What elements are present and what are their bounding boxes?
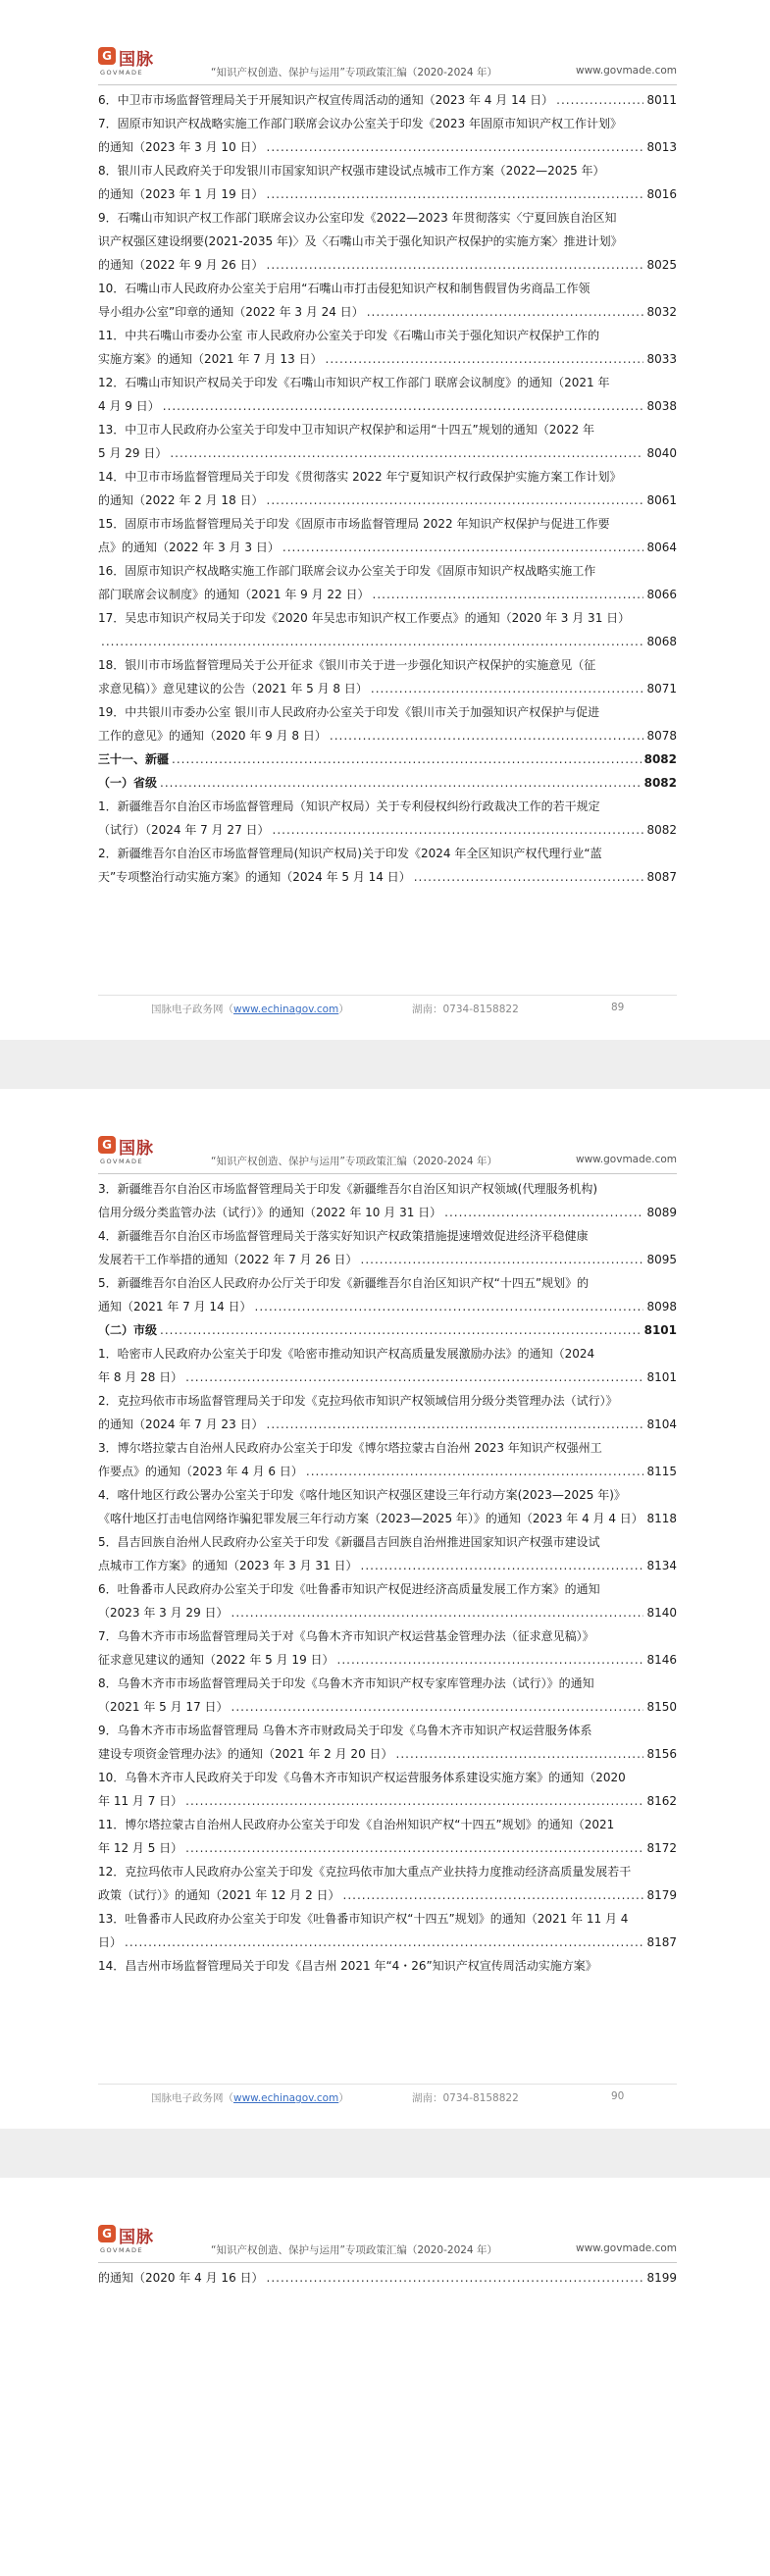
page-footer [98,2084,677,2108]
footer-phone: 湖南：0734-8158822 [412,1004,519,1015]
toc-list [98,88,677,889]
entry-title-tail: 点》的通知（2022 年 3 月 3 日） [98,541,280,554]
entry-last-line [98,1295,677,1318]
entry-title-tail: 年 11 月 7 日） [98,1794,183,1808]
entry-title-line: 5．新疆维吾尔自治区人民政府办公厅关于印发《新疆维吾尔自治区知识产权“十四五”规划》的 [98,1276,590,1290]
leader-dots [282,536,644,559]
entry-title-tail: 建设专项资金管理办法》的通知（2021 年 2 月 20 日） [98,1747,393,1761]
entry-title-line: 13．中卫市人民政府办公室关于印发中卫市知识产权保护和运用“十四五”规划的通知（2022 年 [98,423,595,437]
page-header [98,1132,677,1174]
document-page [0,1089,770,2129]
entry-page: 8068 [646,635,677,648]
toc-entry[interactable] [98,842,677,889]
entry-title-tail: 征求意见建议的通知（2022 年 5 月 19 日） [98,1653,334,1667]
entry-title-tail: 点城市工作方案》的通知（2023 年 3 月 31 日） [98,1559,358,1572]
entry-title-line: 7．乌鲁木齐市市场监督管理局关于对《乌鲁木齐市知识产权运营基金管理办法（征求意见稿）》 [98,1629,594,1643]
entry-page: 8101 [643,1323,677,1337]
entry-page: 8025 [646,258,677,272]
entry-page: 8033 [646,352,677,366]
entry-page: 8016 [646,187,677,201]
entry-last-line [98,1413,677,1436]
entry-page: 8146 [646,1653,677,1667]
entry-page: 8013 [646,140,677,154]
page-header [98,2221,677,2263]
entry-last-line [98,1507,677,1530]
entry-page: 8098 [646,1300,677,1314]
entry-last-line [98,1460,677,1483]
document-page [0,2178,770,2576]
toc-entry[interactable] [98,1860,677,1907]
document-page [0,0,770,1040]
leader-dots [414,865,644,889]
entry-title-tail: 年 12 月 5 日） [98,1841,183,1855]
logo-mark: G [98,47,116,65]
leader-dots [326,347,644,371]
entry-title-line: 3．博尔塔拉蒙古自治州人民政府办公室关于印发《博尔塔拉蒙古自治州 2023 年知识产权强州工 [98,1441,602,1455]
entry-title-tail: 的通知（2023 年 1 月 19 日） [98,187,264,201]
entry-title-line: 4．喀什地区行政公署办公室关于印发《喀什地区知识产权强区建设三年行动方案(2023—2025 年)》 [98,1488,626,1502]
toc-entry[interactable] [98,1907,677,1954]
entry-title-tail: 实施方案》的通知（2021 年 7 月 13 日） [98,352,323,366]
toc-entry[interactable] [98,88,677,112]
entry-page: 8162 [646,1794,677,1808]
entry-title: （二）市级 [98,1323,158,1337]
entry-title-line: 4．新疆维吾尔自治区市场监督管理局关于落实好知识产权政策措施提速增效促进经济平稳健康 [98,1229,589,1243]
page-number: 89 [611,1002,625,1013]
leader-dots [185,1789,643,1813]
entry-title-line: 2．新疆维吾尔自治区市场监督管理局(知识产权局)关于印发《2024 年全区知识产权代理行业“蓝 [98,847,602,860]
header-url[interactable]: www.govmade.com [576,2242,677,2254]
entry-page: 8104 [646,1417,677,1431]
entry-last-line [98,1883,677,1907]
toc-entry[interactable] [98,1342,677,1389]
leader-dots [101,630,643,653]
entry-title-tail: 5 月 29 日） [98,446,168,460]
entry-title-tail: 部门联席会议制度》的通知（2021 年 9 月 22 日） [98,588,370,601]
leader-dots [267,135,644,159]
entry-title-line: 13．吐鲁番市人民政府办公室关于印发《吐鲁番市知识产权“十四五”规划》的通知（2021 年 11 月 4 [98,1912,629,1926]
entry-last-line [98,1742,677,1766]
toc-entry[interactable] [98,1530,677,1577]
toc-list [98,1177,677,1978]
entry-title-line: 9．乌鲁木齐市市场监督管理局 乌鲁木齐市财政局关于印发《乌鲁木齐市知识产权运营服务体系 [98,1724,592,1737]
entry-title: 三十一、新疆 [98,752,170,766]
entry-title-line: 2．克拉玛依市市场监督管理局关于印发《克拉玛依市知识产权领域信用分级分类管理办法（试行）》 [98,1394,618,1408]
section-heading[interactable] [98,771,677,795]
entry-title-line: 14．中卫市市场监督管理局关于印发《贯彻落实 2022 年宁夏知识产权行政保护实施方案工作计划》 [98,470,622,484]
logo-name: 国脉 [119,2228,154,2247]
entry-page: 8082 [643,752,677,766]
entry-title-tail: 日） [98,1935,123,1949]
leader-dots [306,1460,644,1483]
footer-site-link[interactable]: www.echinagov.com [233,2092,339,2104]
entry-title: 6．中卫市市场监督管理局关于开展知识产权宣传周活动的通知（2023 年 4 月 14 日） [98,93,554,107]
entry-last-line [98,1365,677,1389]
entry-title-line: 19．中共银川市委办公室 银川市人民政府办公室关于印发《银川市关于加强知识产权保护与促进 [98,705,600,719]
entry-page: 8118 [646,1512,677,1525]
entry-title-line: 识产权强区建设纲要(2021-2035 年)〉及〈石嘴山市关于强化知识产权保护的实施方案〉推进计划》 [98,234,623,248]
entry-page: 8071 [646,682,677,696]
entry-last-line [98,536,677,559]
toc-entry[interactable] [98,418,677,465]
entry-page: 8040 [646,446,677,460]
entry-page: 8134 [646,1559,677,1572]
entry-title-tail: （2023 年 3 月 29 日） [98,1606,229,1620]
entry-last-line [98,253,677,277]
govmade-logo [98,1134,167,1171]
toc-entry[interactable] [98,1271,677,1318]
entry-last-line [98,630,677,653]
toc-entry[interactable] [98,559,677,606]
entry-title-line: 8．乌鲁木齐市市场监督管理局关于印发《乌鲁木齐市知识产权专家库管理办法（试行）》的通知 [98,1676,594,1690]
leader-dots [185,1365,643,1389]
page-header [98,43,677,85]
entry-page: 8082 [643,776,677,790]
entry-title-tail: 天”专项整治行动实施方案》的通知（2024 年 5 月 14 日） [98,870,411,884]
entry-title-line: 10．石嘴山市人民政府办公室关于启用“石嘴山市打击侵犯知识产权和制售假冒伪劣商品工作领 [98,282,590,295]
toc-entry[interactable] [98,1672,677,1719]
entry-title-tail: 的通知（2023 年 3 月 10 日） [98,140,264,154]
entry-page: 8172 [646,1841,677,1855]
toc-entry[interactable] [98,1624,677,1672]
toc-entry[interactable] [98,1719,677,1766]
logo-mark: G [98,2225,116,2242]
entry-page: 8066 [646,588,677,601]
entry-title-tail: 作要点》的通知（2023 年 4 月 6 日） [98,1465,303,1478]
leader-dots [273,818,644,842]
entry-title-tail: 工作的意见》的通知（2020 年 9 月 8 日） [98,729,327,743]
govmade-logo [98,2223,167,2260]
header-title: “知识产权创造、保护与运用”专项政策汇编（2020-2024 年） [211,2244,497,2256]
logo-name: 国脉 [119,50,154,70]
entry-last-line [98,1931,677,1954]
entry-title-line: 11．中共石嘴山市委办公室 市人民政府办公室关于印发《石嘴山市关于强化知识产权保护工作的 [98,329,600,342]
leader-dots [170,441,643,465]
entry-title-line: 15．固原市市场监督管理局关于印发《固原市市场监督管理局 2022 年知识产权保护与促进工作要 [98,517,610,531]
entry-page: 8187 [646,1935,677,1949]
leader-dots [361,1248,644,1271]
entry-last-line [98,347,677,371]
entry-title-line: 18．银川市市场监督管理局关于公开征求《银川市关于进一步强化知识产权保护的实施意见（征 [98,658,596,672]
logo-name: 国脉 [119,1139,154,1159]
leader-dots [160,1318,642,1342]
entry-title-line: 12．石嘴山市知识产权局关于印发《石嘴山市知识产权工作部门 联席会议制度》的通知（2021 年 [98,376,610,389]
leader-dots [185,1836,643,1860]
entry-title-tail: 的通知（2024 年 7 月 23 日） [98,1417,264,1431]
header-url[interactable]: www.govmade.com [576,65,677,77]
entry-last-line [98,182,677,206]
entry-title-line: 8．银川市人民政府关于印发银川市国家知识产权强市建设试点城市工作方案（2022—2025 年） [98,164,605,178]
leader-dots [267,253,644,277]
leader-dots [267,489,644,512]
footer-phone: 湖南：0734-8158822 [412,2092,519,2104]
entry-title-tail: 信用分级分类监管办法（试行）》的通知（2022 年 10 月 31 日） [98,1206,442,1219]
entry-last-line [98,1695,677,1719]
toc-entry[interactable] [98,1177,677,1224]
entry-title-tail: 通知（2021 年 7 月 14 日） [98,1300,252,1314]
entry-last-line [98,1836,677,1860]
leader-dots [361,1554,644,1577]
entry-title-line: 1．新疆维吾尔自治区市场监督管理局（知识产权局）关于专利侵权纠纷行政裁决工作的若干规定 [98,799,600,813]
entry-last-line [98,583,677,606]
toc-entry[interactable] [98,112,677,159]
leader-dots [367,300,644,324]
leader-dots [396,1742,644,1766]
entry-title: 的通知（2020 年 4 月 16 日） [98,2271,264,2285]
entry-title-line: 1．哈密市人民政府办公室关于印发《哈密市推动知识产权高质量发展激励办法》的通知（2024 [98,1347,595,1361]
leader-dots [444,1201,643,1224]
entry-title-tail: 发展若干工作举措的通知（2022 年 7 月 26 日） [98,1253,358,1266]
toc-entry[interactable] [98,700,677,747]
toc-entry[interactable] [98,159,677,206]
footer-site: 国脉电子政务网（www.echinagov.com） [151,1004,349,1015]
entry-page: 8064 [646,541,677,554]
toc-entry[interactable] [98,795,677,842]
entry-page: 8101 [646,1370,677,1384]
leader-dots [267,182,644,206]
leader-dots [231,1601,644,1624]
entry-last-line [98,1554,677,1577]
entry-page: 8061 [646,493,677,507]
toc-entry[interactable] [98,606,677,653]
entry-page: 8089 [646,1206,677,1219]
leader-dots [125,1931,643,1954]
toc-entry[interactable] [98,1224,677,1271]
leader-dots [343,1883,644,1907]
entry-last-line [98,677,677,700]
entry-last-line [98,1789,677,1813]
leader-dots [163,394,644,418]
toc-entry[interactable] [98,1577,677,1624]
toc-entry[interactable] [98,371,677,418]
entry-title: 14．昌吉州市场监督管理局关于印发《昌吉州 2021 年“4・26”知识产权宣传周活动实施方案》 [98,1959,597,1973]
section-heading[interactable] [98,747,677,771]
entry-title-line: 17．吴忠市知识产权局关于印发《2020 年吴忠市知识产权工作要点》的通知（2020 年 3 月 31 日） [98,611,631,625]
page-number: 90 [611,2090,625,2102]
entry-page: 8115 [646,1465,677,1478]
entry-last-line [98,135,677,159]
toc-entry[interactable] [98,277,677,324]
toc-entry[interactable] [98,1483,677,1530]
entry-last-line [98,489,677,512]
entry-last-line [98,818,677,842]
entry-title-line: 3．新疆维吾尔自治区市场监督管理局关于印发《新疆维吾尔自治区知识产权领域(代理服务机构) [98,1182,598,1196]
toc-entry[interactable] [98,2266,677,2290]
entry-title-tail: （2021 年 5 月 17 日） [98,1700,229,1714]
entry-last-line [98,724,677,747]
entry-title-line: 10．乌鲁木齐市人民政府关于印发《乌鲁木齐市知识产权运营服务体系建设实施方案》的通知（2020 [98,1771,626,1784]
entry-page: 8199 [646,2271,677,2285]
toc-entry[interactable] [98,1954,677,1978]
entry-page: 8156 [646,1747,677,1761]
entry-page: 8082 [646,823,677,837]
logo-subtitle: GOVMADE [100,69,144,77]
entry-title-line: 11．博尔塔拉蒙古自治州人民政府办公室关于印发《自治州知识产权“十四五”规划》的通知（2021 [98,1818,615,1831]
toc-entry[interactable] [98,324,677,371]
leader-dots [160,771,642,795]
entry-title-line: 7．固原市知识产权战略实施工作部门联席会议办公室关于印发《2023 年固原市知识产权工作计划》 [98,117,622,130]
entry-title-tail: 的通知（2022 年 2 月 18 日） [98,493,264,507]
entry-last-line [98,1648,677,1672]
entry-page: 8078 [646,729,677,743]
leader-dots [337,1648,644,1672]
toc-entry[interactable] [98,206,677,277]
leader-dots [255,1295,644,1318]
entry-page: 8011 [646,93,677,107]
entry-title-line: 16．固原市知识产权战略实施工作部门联席会议办公室关于印发《固原市知识产权战略实施工作 [98,564,596,578]
entry-page: 8087 [646,870,677,884]
entry-title-line: 9．石嘴山市知识产权工作部门联席会议办公室印发《2022—2023 年贯彻落实〈宁夏回族自治区知 [98,211,617,225]
logo-subtitle: GOVMADE [100,1158,144,1165]
toc-entry[interactable] [98,465,677,512]
entry-last-line [98,300,677,324]
entry-title-tail: 导小组办公室”印章的通知（2022 年 3 月 24 日） [98,305,364,319]
leader-dots [330,724,644,747]
entry-last-line [98,1248,677,1271]
entry-title-line: 5．昌吉回族自治州人民政府办公室关于印发《新疆昌吉回族自治州推进国家知识产权强市建设试 [98,1535,600,1549]
entry-title-tail: 《喀什地区打击电信网络诈骗犯罪发展三年行动方案（2023—2025 年）》的通知（2023 年 4 月 4 日） [98,1512,643,1525]
entry-page: 8038 [646,399,677,413]
entry-last-line [98,394,677,418]
entry-title-tail: 政策（试行）》的通知（2021 年 12 月 2 日） [98,1888,340,1902]
entry-title-tail: 求意见稿）》意见建议的公告（2021 年 5 月 8 日） [98,682,368,696]
leader-dots [371,677,644,700]
header-url[interactable]: www.govmade.com [576,1154,677,1165]
entry-title-tail: （试行）（2024 年 7 月 27 日） [98,823,270,837]
leader-dots [373,583,644,606]
logo-subtitle: GOVMADE [100,2246,144,2254]
toc-entry[interactable] [98,1766,677,1813]
leader-dots [556,88,643,112]
entry-page: 8179 [646,1888,677,1902]
entry-title-tail: 年 8 月 28 日） [98,1370,183,1384]
entry-title: （一）省级 [98,776,158,790]
govmade-logo [98,45,167,82]
toc-entry[interactable] [98,1436,677,1483]
leader-dots [231,1695,644,1719]
header-title: “知识产权创造、保护与运用”专项政策汇编（2020-2024 年） [211,67,497,78]
page-footer [98,995,677,1019]
toc-list [98,2266,677,2290]
entry-last-line [98,865,677,889]
entry-last-line [98,441,677,465]
footer-site: 国脉电子政务网（www.echinagov.com） [151,2092,349,2104]
entry-title-line: 6．吐鲁番市人民政府办公室关于印发《吐鲁番市知识产权促进经济高质量发展工作方案》的通知 [98,1582,600,1596]
toc-entry[interactable] [98,512,677,559]
entry-page: 8150 [646,1700,677,1714]
toc-entry[interactable] [98,1813,677,1860]
leader-dots [267,1413,644,1436]
header-title: “知识产权创造、保护与运用”专项政策汇编（2020-2024 年） [211,1156,497,1167]
entry-title-tail: 4 月 9 日） [98,399,160,413]
entry-page: 8095 [646,1253,677,1266]
entry-last-line [98,1601,677,1624]
footer-site-link[interactable]: www.echinagov.com [233,1004,339,1015]
entry-page: 8032 [646,305,677,319]
entry-title-line: 12．克拉玛依市人民政府办公室关于印发《克拉玛依市加大重点产业扶持力度推动经济高质量发展若干 [98,1865,632,1879]
leader-dots [172,747,642,771]
entry-last-line [98,1201,677,1224]
toc-entry[interactable] [98,1389,677,1436]
logo-mark: G [98,1136,116,1154]
leader-dots [267,2266,644,2290]
entry-page: 8140 [646,1606,677,1620]
toc-entry[interactable] [98,653,677,700]
entry-title-tail: 的通知（2022 年 9 月 26 日） [98,258,264,272]
section-heading[interactable] [98,1318,677,1342]
